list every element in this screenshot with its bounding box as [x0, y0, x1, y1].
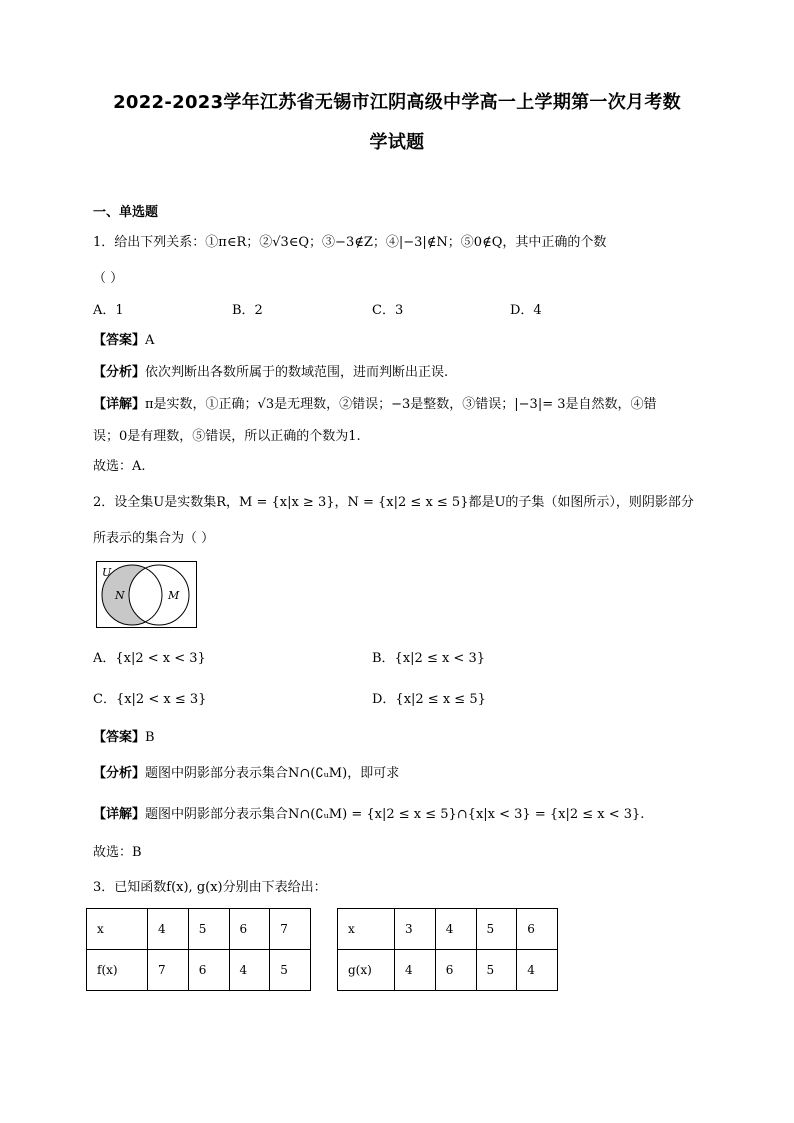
detail-text: π是实数，①正确；√3是无理数，②错误；−3是整数，③错误；|−3|= 3是自然数，④错	[145, 397, 657, 412]
venn-label-u: U	[102, 566, 112, 579]
answer-value: B	[145, 730, 155, 745]
table-cell: 5	[270, 950, 311, 991]
q1-option-c: C．3	[372, 303, 404, 318]
q2-detail	[93, 806, 644, 824]
venn-diagram	[96, 561, 198, 629]
table-row	[338, 950, 558, 991]
table-row	[338, 909, 558, 950]
q2-option-c: C．{x|2 < x ≤ 3}	[93, 692, 207, 707]
table-cell: 7	[270, 909, 311, 950]
q2-stem-line1: 2．设全集U是实数集R，M = {x|x ≥ 3}，N = {x|2 ≤ x ≤ 5}都是U的子集（如图所示），则阴影部分	[93, 495, 694, 510]
table-g	[337, 908, 558, 991]
table-cell: 6	[188, 950, 229, 991]
table-f	[86, 908, 311, 991]
table-cell: 7	[148, 950, 189, 991]
venn-set-m	[129, 565, 189, 625]
analysis-text: 依次判断出各数所属于的数域范围，进而判断出正误.	[145, 365, 449, 380]
table-cell: 5	[188, 909, 229, 950]
analysis-tag: 【分析】	[93, 766, 146, 781]
q1-detail-line2: 误；0是有理数，⑤错误，所以正确的个数为1.	[93, 429, 361, 444]
answer-value: A	[145, 333, 155, 348]
answer-tag: 【答案】	[93, 730, 146, 745]
q1-choose: 故选：A.	[93, 459, 146, 474]
venn-label-m: M	[168, 589, 180, 602]
q1-paren: （ ）	[93, 271, 124, 286]
analysis-tag: 【分析】	[93, 365, 146, 380]
q1-stem: 1．给出下列关系：①π∈R；②√3∈Q；③−3∉Z；④|−3|∉N；⑤0∉Q，其中正确的个数	[93, 235, 607, 250]
q2-option-a: A．{x|2 < x < 3}	[93, 651, 206, 666]
table-row	[87, 909, 311, 950]
q1-option-b: B．2	[232, 303, 263, 318]
table-cell: x	[338, 909, 395, 950]
section-heading: 一、单选题	[93, 205, 159, 220]
table-cell: 4	[395, 950, 436, 991]
doc-title-line1: 2022-2023学年江苏省无锡市江阴高级中学高一上学期第一次月考数	[113, 92, 681, 113]
table-cell: 4	[148, 909, 189, 950]
table-cell: 5	[476, 909, 517, 950]
q1-detail-line1	[93, 396, 657, 414]
detail-tag: 【详解】	[93, 807, 146, 822]
table-cell: f(x)	[87, 950, 148, 991]
table-cell: 4	[517, 950, 558, 991]
table-cell: g(x)	[338, 950, 395, 991]
table-cell: 6	[517, 909, 558, 950]
q1-option-a: A．1	[93, 303, 124, 318]
q2-option-d: D．{x|2 ≤ x ≤ 5}	[372, 692, 486, 707]
q2-option-b: B．{x|2 ≤ x < 3}	[372, 651, 485, 666]
detail-text: 题图中阴影部分表示集合N∩(∁ᵤM) = {x|2 ≤ x ≤ 5}∩{x|x < 3} = {x|2 ≤ x < 3}.	[145, 807, 645, 822]
table-cell: 4	[229, 950, 270, 991]
table-cell: 3	[395, 909, 436, 950]
q1-answer	[93, 332, 154, 350]
q2-analysis	[93, 765, 399, 783]
table-cell: 5	[476, 950, 517, 991]
q1-option-d: D．4	[510, 303, 542, 318]
doc-title-line2: 学试题	[369, 132, 425, 153]
analysis-text: 题图中阴影部分表示集合N∩(∁ᵤM)，即可求	[145, 766, 400, 781]
table-cell: 6	[229, 909, 270, 950]
table-row	[87, 950, 311, 991]
table-cell: x	[87, 909, 148, 950]
detail-tag: 【详解】	[93, 397, 146, 412]
table-cell: 6	[435, 950, 476, 991]
venn-label-n: N	[115, 589, 125, 602]
q2-answer	[93, 729, 155, 747]
q1-analysis	[93, 364, 448, 382]
q2-stem-line2: 所表示的集合为（ ）	[93, 531, 215, 546]
table-cell: 4	[435, 909, 476, 950]
q2-choose: 故选：B	[93, 845, 142, 860]
q3-stem: 3．已知函数f(x), g(x)分别由下表给出：	[93, 880, 327, 895]
answer-tag: 【答案】	[93, 333, 146, 348]
